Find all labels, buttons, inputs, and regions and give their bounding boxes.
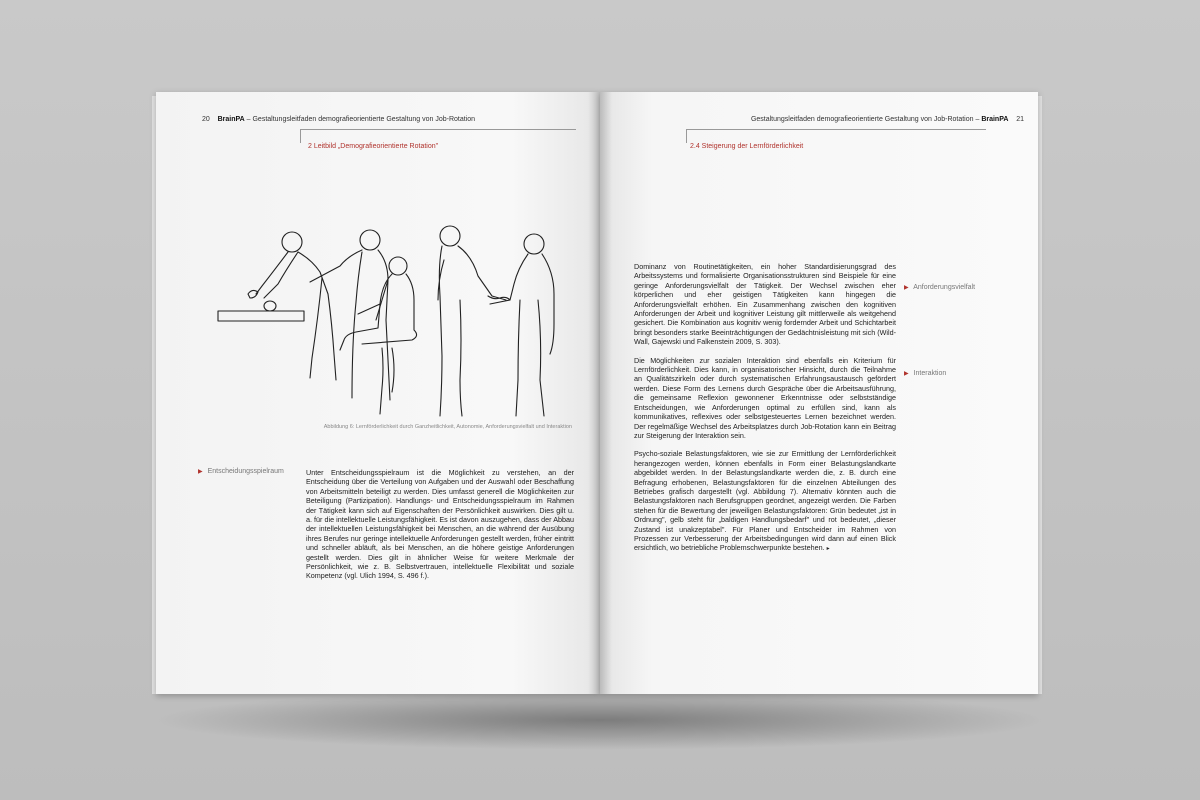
left-section-title: 2 Leitbild „Demografieorientierte Rotation" — [308, 143, 439, 150]
right-margin-note-label-1: Anforderungsvielfalt — [913, 284, 976, 291]
right-paragraph-1: Dominanz von Routinetätigkeiten, ein hoher Standardisierungsgrad des Arbeitssystems und formalisierte Organisationsstrukturen sind Beispiele für eine geringe Anforderungsvielfalt der Tätigkeit. Der Wechsel zwischen eher körperlichen und eher geistigen Tätigkeiten kann hingegen die Anforderungsvielfalt erhöhen. Ein Zusammenhang zwischen den kognitiven Anforderungen der Arbeit und kognitiver Leistung gilt mittlerweile als weitgehend gesichert. Die Kombination aus kognitiv wenig fordernder Arbeit und Schichtarbeit bringt besonders starke Beeinträchtigungen der Gedächtnisleistung mit sich (Wild-Wall, Gajewski und Falkenstein 2009, S. 303). — [634, 262, 896, 347]
right-page-number: 21 — [1016, 116, 1024, 123]
book-shadow — [150, 690, 1050, 750]
end-arrow-icon: ▸ — [826, 546, 830, 553]
margin-arrow-icon: ▶ — [904, 371, 909, 377]
left-margin-note-label: Entscheidungsspielraum — [207, 468, 284, 475]
right-paragraph-3 — [634, 449, 896, 554]
right-paragraph-3-text: Psycho-soziale Belastungsfaktoren, wie sie zur Ermittlung der Lernförderlichkeit herangezogen werden, können ebenfalls in Form einer Belastungslandkarte abgebildet werden. In der Belastungslandkarte werden die, z. B. durch eine Befragung erhobenen, Belastungsfaktoren für die einzelnen Abteilungen des Betriebes grafisch dargestellt (vgl. Abbildung 7). Alternativ könnten auch die Belastungsfaktoren nach Berufsgruppen geordnet, angezeigt werden. Die Farben stehen für die Bewertung der jeweiligen Belastungsfaktoren: Grün bedeutet „ist in Ordnung", gelb steht für „baldigen Handlungsbedarf" und rot bedeutet, „dieser Zustand ist unakzeptabel". Für Planer und Entscheider im Rahmen von Prozessen zur Verbesserung der Arbeitsbedingungen wird dann auf einen Blick ersichtlich, wo betriebliche Problemschwerpunkte bestehen. — [634, 449, 896, 553]
right-brand: BrainPA — [981, 116, 1009, 123]
right-body-text — [634, 262, 896, 564]
left-brand: BrainPA — [217, 116, 245, 123]
margin-arrow-icon: ▶ — [904, 285, 909, 291]
left-body-text — [306, 468, 574, 590]
right-running-header — [751, 116, 1024, 123]
left-page-number: 20 — [202, 116, 210, 123]
right-section-title: 2.4 Steigerung der Lernförderlichkeit — [690, 143, 804, 150]
figure-illustration — [212, 220, 582, 420]
right-header-rule — [686, 129, 986, 130]
left-header-title: – Gestaltungsleitfaden demografieorientierte Gestaltung von Job-Rotation — [246, 116, 476, 123]
right-margin-note-label-2: Interaktion — [913, 370, 947, 377]
left-header-rule — [300, 129, 576, 130]
left-header-tick — [300, 129, 301, 143]
left-running-header — [202, 116, 475, 123]
right-paragraph-2: Die Möglichkeiten zur sozialen Interaktion sind ebenfalls ein Kriterium für Lernförderlichkeit. Dies kann, in organisatorischer Hinsicht, durch die Teilnahme an Qualitätszirkeln oder durch systematischen Erfahrungsaustausch gefördert werden. Diese Form des Lernens durch Gespräche über die Arbeitsausführung, die gemeinsame Reflexion gewonnener Erkenntnisse oder selbstständige Entscheidungen, wie Anforderungen optimal zu erfüllen sind, kann als kommunikatives, reflexives oder selbstgesteuertes Lernen bezeichnet werden. Der regelmäßige Wechsel des Arbeitsplatzes durch Job-Rotation kann ein Beitrag zur Steigerung der Interaktion sein. — [634, 355, 896, 440]
right-margin-note-1 — [904, 284, 975, 291]
left-margin-note — [198, 468, 284, 475]
right-header-title: Gestaltungsleitfaden demografieorientierte Gestaltung von Job-Rotation – — [750, 116, 980, 123]
right-header-tick — [686, 129, 687, 143]
right-margin-note-2 — [904, 370, 946, 377]
book-gutter — [588, 92, 612, 694]
margin-arrow-icon: ▶ — [198, 469, 203, 475]
left-paragraph: Unter Entscheidungsspielraum ist die Möglichkeit zu verstehen, an der Entscheidung über die Verteilung von Aufgaben und der Auswahl oder Beschaffung von Arbeitsmitteln beteiligt zu werden. Dies umfasst generell die Möglichkeiten zur Beteiligung (Partizipation). Handlungs- und Entscheidungsspielraum im Rahmen der Tätigkeit kann sich auf Eigenschaften der Persönlichkeit auswirken. Dies gilt u. a. für die intellektuelle Leistungsfähigkeit. Es ist davon auszugehen, dass der Abbau der intellektuellen Leistungsfähigkeit bei Menschen, an die während der Ausübung ihres Berufes nur geringe intellektuelle Anforderungen gestellt werden, früher eintritt und schneller abläuft, als bei Menschen, an die höhere geistige Anforderungen gestellt werden. Dies gilt in ähnlicher Weise für weitere Merkmale der Persönlichkeit, wie z. B. Selbstvertrauen, intellektuelle Flexibilität und soziale Kompetenz (vgl. Ulich 1994, S. 496 f.). — [306, 468, 574, 581]
figure-caption: Abbildung 6: Lernförderlichkeit durch Ganzheitlichkeit, Autonomie, Anforderungsvielfalt und Interaktion — [323, 424, 572, 430]
